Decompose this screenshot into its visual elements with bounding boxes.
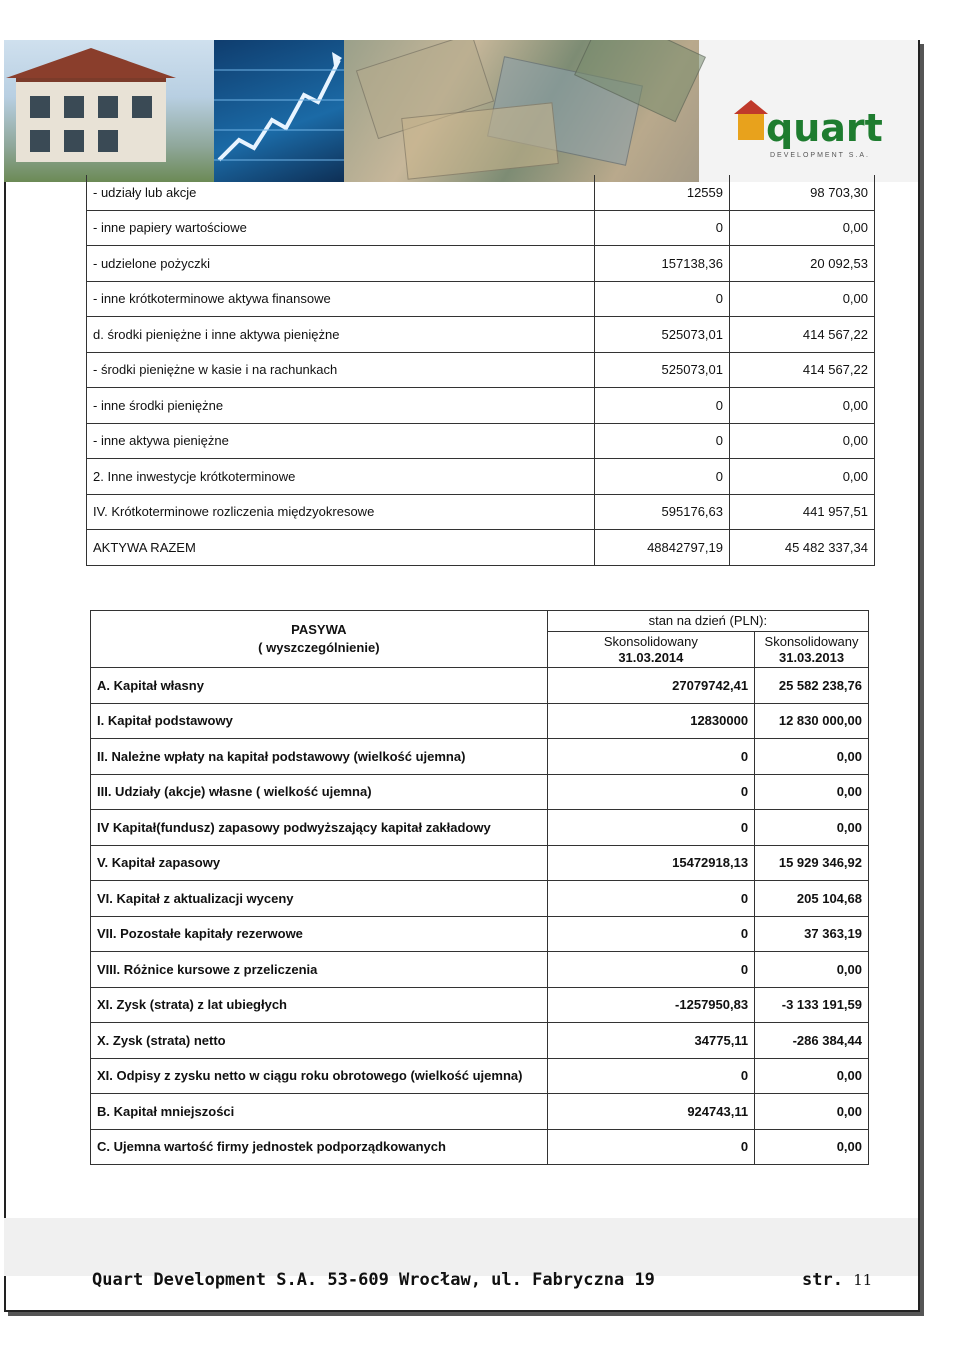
table-row bbox=[91, 952, 869, 988]
table-row bbox=[91, 1129, 869, 1165]
table-row bbox=[91, 881, 869, 917]
row-label: XI. Zysk (strata) z lat ubiegłych bbox=[91, 987, 548, 1023]
value-2013: 12 830 000,00 bbox=[755, 703, 869, 739]
table-row bbox=[87, 317, 875, 353]
row-label: AKTYWA RAZEM bbox=[87, 530, 595, 566]
table-row bbox=[87, 423, 875, 459]
value-2013: 0,00 bbox=[755, 1094, 869, 1130]
row-label: II. Należne wpłaty na kapitał podstawowy (wielkość ujemna) bbox=[91, 739, 548, 775]
value-2014: 0 bbox=[595, 388, 730, 424]
company-logo: quart DEVELOPMENT S.A. bbox=[732, 110, 892, 180]
row-label: VI. Kapitał z aktualizacji wyceny bbox=[91, 881, 548, 917]
banknotes-photo bbox=[344, 40, 699, 182]
value-2013: 414 567,22 bbox=[730, 352, 875, 388]
row-label: - udzielone pożyczki bbox=[87, 246, 595, 282]
value-2014: 525073,01 bbox=[595, 317, 730, 353]
value-2013: 0,00 bbox=[730, 388, 875, 424]
table-row bbox=[91, 987, 869, 1023]
value-2013: 0,00 bbox=[730, 459, 875, 495]
table-row bbox=[87, 530, 875, 566]
logo-house-icon bbox=[738, 114, 764, 140]
row-label: d. środki pieniężne i inne aktywa pieniężne bbox=[87, 317, 595, 353]
row-label: B. Kapitał mniejszości bbox=[91, 1094, 548, 1130]
value-2014: 27079742,41 bbox=[547, 668, 754, 704]
value-2013: 0,00 bbox=[755, 774, 869, 810]
value-2014: 48842797,19 bbox=[595, 530, 730, 566]
value-2014: 0 bbox=[547, 952, 754, 988]
table-row bbox=[91, 774, 869, 810]
value-2013: 0,00 bbox=[755, 952, 869, 988]
value-2014: 12830000 bbox=[547, 703, 754, 739]
column-2013-header: Skonsolidowany 31.03.2013 bbox=[755, 632, 869, 668]
value-2014: 595176,63 bbox=[595, 494, 730, 530]
value-2014: 12559 bbox=[595, 175, 730, 210]
value-2013: -3 133 191,59 bbox=[755, 987, 869, 1023]
value-2014: 15472918,13 bbox=[547, 845, 754, 881]
table-row bbox=[91, 739, 869, 775]
table-row bbox=[91, 1023, 869, 1059]
value-2014: 924743,11 bbox=[547, 1094, 754, 1130]
row-label: IV Kapitał(fundusz) zapasowy podwyższający kapitał zakładowy bbox=[91, 810, 548, 846]
row-label: - inne papiery wartościowe bbox=[87, 210, 595, 246]
value-2014: 0 bbox=[547, 881, 754, 917]
stock-chart-photo bbox=[214, 40, 344, 182]
value-2014: 157138,36 bbox=[595, 246, 730, 282]
table-row bbox=[87, 246, 875, 282]
row-label: - udziały lub akcje bbox=[87, 175, 595, 210]
value-2014: 0 bbox=[547, 739, 754, 775]
value-2013: 441 957,51 bbox=[730, 494, 875, 530]
value-2013: 0,00 bbox=[730, 210, 875, 246]
liabilities-header-label: PASYWA ( wyszczególnienie) bbox=[91, 611, 548, 668]
row-label: XI. Odpisy z zysku netto w ciągu roku obrotowego (wielkość ujemna) bbox=[91, 1058, 548, 1094]
value-2014: 525073,01 bbox=[595, 352, 730, 388]
value-2014: 0 bbox=[547, 810, 754, 846]
value-2014: 0 bbox=[595, 459, 730, 495]
value-2014: 0 bbox=[595, 210, 730, 246]
value-2013: 0,00 bbox=[755, 739, 869, 775]
value-2013: 37 363,19 bbox=[755, 916, 869, 952]
row-label: - inne aktywa pieniężne bbox=[87, 423, 595, 459]
table-row bbox=[87, 352, 875, 388]
value-2013: 414 567,22 bbox=[730, 317, 875, 353]
table-row bbox=[91, 1058, 869, 1094]
value-2013: 0,00 bbox=[755, 1129, 869, 1165]
page-number: str. 11 bbox=[802, 1270, 873, 1290]
value-2014: 34775,11 bbox=[547, 1023, 754, 1059]
table-row bbox=[91, 668, 869, 704]
table-row bbox=[87, 281, 875, 317]
value-2013: 20 092,53 bbox=[730, 246, 875, 282]
value-2013: 0,00 bbox=[755, 810, 869, 846]
value-2014: 0 bbox=[595, 281, 730, 317]
row-label: - środki pieniężne w kasie i na rachunkach bbox=[87, 352, 595, 388]
liabilities-table bbox=[90, 610, 869, 1165]
value-2013: 45 482 337,34 bbox=[730, 530, 875, 566]
row-label: VII. Pozostałe kapitały rezerwowe bbox=[91, 916, 548, 952]
value-2014: 0 bbox=[547, 916, 754, 952]
assets-table bbox=[86, 175, 875, 566]
value-2014: 0 bbox=[547, 1129, 754, 1165]
header-banner bbox=[4, 40, 918, 182]
value-2013: 15 929 346,92 bbox=[755, 845, 869, 881]
footer-band bbox=[4, 1218, 918, 1276]
value-2014: -1257950,83 bbox=[547, 987, 754, 1023]
row-label: 2. Inne inwestycje krótkoterminowe bbox=[87, 459, 595, 495]
value-2013: 0,00 bbox=[755, 1058, 869, 1094]
value-2013: 25 582 238,76 bbox=[755, 668, 869, 704]
row-label: X. Zysk (strata) netto bbox=[91, 1023, 548, 1059]
value-2014: 0 bbox=[547, 1058, 754, 1094]
table-row bbox=[91, 916, 869, 952]
table-row bbox=[91, 1094, 869, 1130]
table-row bbox=[91, 810, 869, 846]
row-label: - inne środki pieniężne bbox=[87, 388, 595, 424]
column-2014-header: Skonsolidowany 31.03.2014 bbox=[547, 632, 754, 668]
footer-address: Quart Development S.A. 53-609 Wrocław, ul. Fabryczna 19 bbox=[92, 1270, 655, 1290]
table-row bbox=[87, 459, 875, 495]
value-2013: -286 384,44 bbox=[755, 1023, 869, 1059]
row-label: C. Ujemna wartość firmy jednostek podporządkowanych bbox=[91, 1129, 548, 1165]
row-label: VIII. Różnice kursowe z przeliczenia bbox=[91, 952, 548, 988]
state-label: stan na dzień (PLN): bbox=[547, 611, 868, 632]
value-2013: 98 703,30 bbox=[730, 175, 875, 210]
row-label: A. Kapitał własny bbox=[91, 668, 548, 704]
table-row bbox=[87, 388, 875, 424]
row-label: I. Kapitał podstawowy bbox=[91, 703, 548, 739]
value-2013: 0,00 bbox=[730, 423, 875, 459]
row-label: V. Kapitał zapasowy bbox=[91, 845, 548, 881]
value-2013: 0,00 bbox=[730, 281, 875, 317]
value-2014: 0 bbox=[595, 423, 730, 459]
row-label: - inne krótkoterminowe aktywa finansowe bbox=[87, 281, 595, 317]
table-row bbox=[87, 494, 875, 530]
row-label: IV. Krótkoterminowe rozliczenia międzyokresowe bbox=[87, 494, 595, 530]
table-row bbox=[91, 845, 869, 881]
row-label: III. Udziały (akcje) własne ( wielkość ujemna) bbox=[91, 774, 548, 810]
table-row bbox=[87, 210, 875, 246]
table-row bbox=[91, 703, 869, 739]
value-2013: 205 104,68 bbox=[755, 881, 869, 917]
value-2014: 0 bbox=[547, 774, 754, 810]
table-row bbox=[87, 175, 875, 210]
liabilities-header-row bbox=[91, 611, 869, 632]
house-photo bbox=[4, 40, 214, 182]
